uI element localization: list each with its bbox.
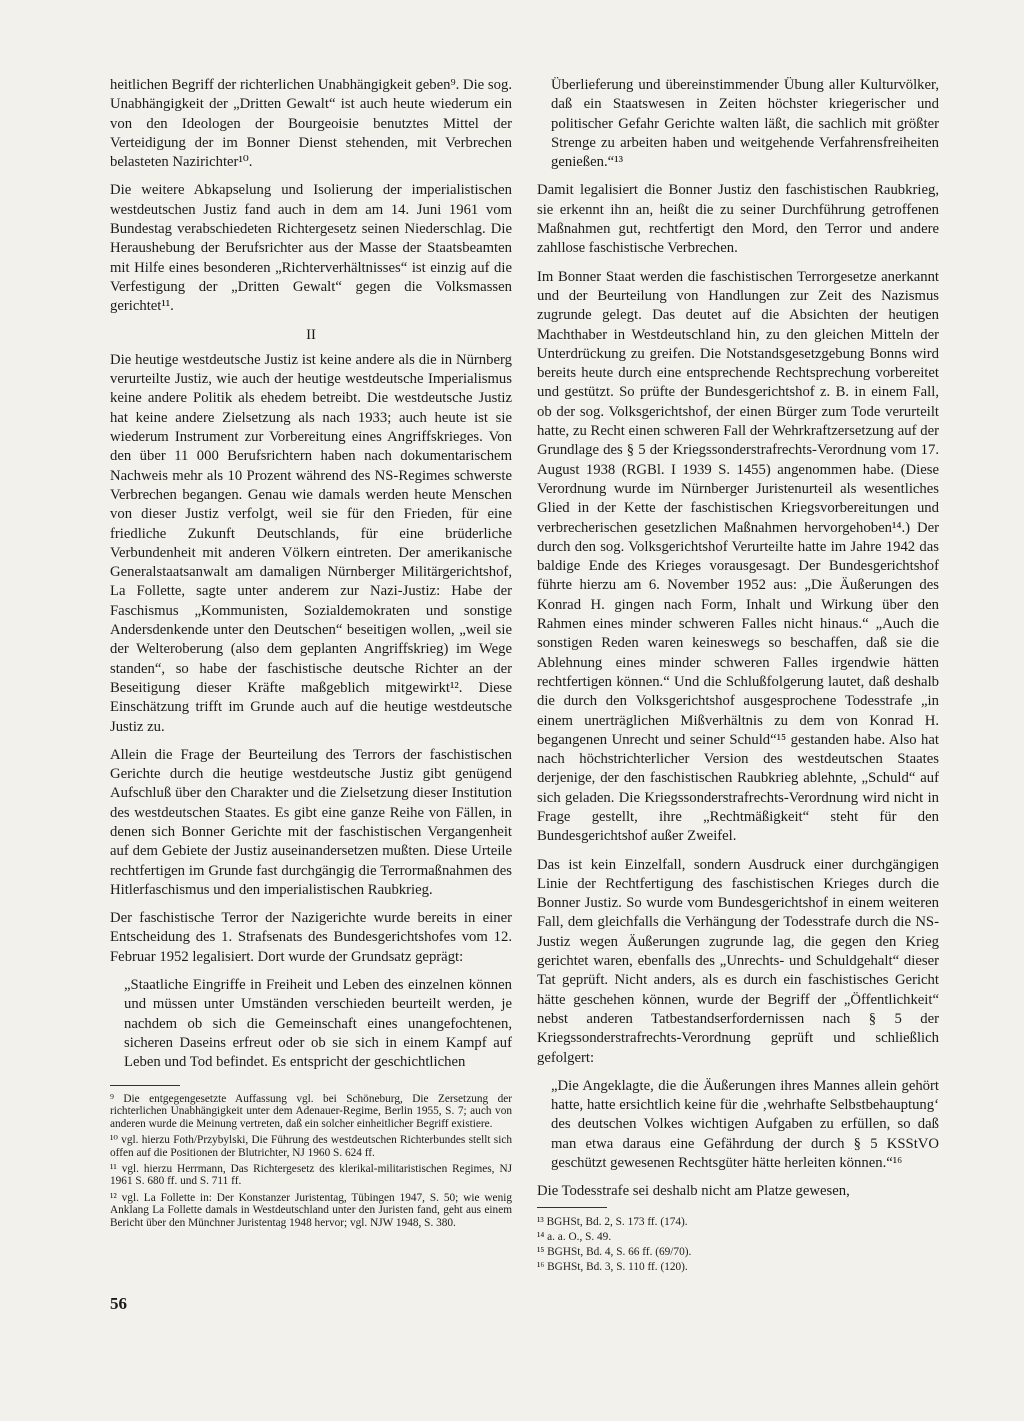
paragraph: Das ist kein Einzelfall, sondern Ausdruck einer durchgängigen Linie der Rechtfertigung des faschistischen Krieges durch die Bonner Justiz. So wurde vom Bundesgerichtshof in einem weiteren Fall, dem gleichfalls die Verhängung der Todesstrafe durch die NS-Justiz wegen Äußerungen zugrunde lag, die gegen den Krieg gerichtet waren, ebenfalls des „Unrechts- und Schuldgehalt“ dieser Tat geprüft. Nicht anders, als es durch ein faschistisches Gericht hätte geschehen können, wurde der Begriff der „Öffentlichkeit“ nebst anderen Tatbestandserfordernissen nach § 5 der Kriegssonderstrafrechts-Verordnung geprüft und schließlich gefolgert: — [537, 856, 939, 1066]
footnote-divider — [537, 1207, 607, 1208]
footnote: ¹³ BGHSt, Bd. 2, S. 173 ff. (174). — [537, 1216, 688, 1228]
paragraph: Die weitere Abkapselung und Isolierung der imperialistischen westdeutschen Justiz fand auch in dem am 14. Juni 1961 vom Bundestag verabschiedeten Richtergesetz seinen Niederschlag. Die Heraushebung der Berufsrichter aus der Masse der Staatsbeamten mit Hilfe eines besonderen „Richterverhältnisses“ ist einzig auf die Verfestigung der „Dritten Gewalt“ gegen die Volksmassen gerichtet¹¹. — [110, 182, 512, 315]
paragraph: Im Bonner Staat werden die faschistischen Terrorgesetze anerkannt und der Beurteilung von Handlungen zur Zeit des Nazismus zugrunde gelegt. Das deutet auf die Absichten der heutigen Machthaber in Westdeutschland hin, zu den gleichen Mitteln der Unterdrückung zu greifen. Die Notstandsgesetzgebung Bonns wird bereits heute durch eine entsprechende Rechtsprechung vorbereitet und gestützt. So prüfte der Bundesgerichtshof z. B. in einem Fall, ob der sog. Volksgerichtshof, der einen Bürger zum Tode verurteilt hatte, zu Recht einen schweren Fall der Wehrkraftzersetzung auf der Grundlage des § 5 der Kriegssonderstrafrechts-Verordnung vom 17. August 1938 (RGBl. I 1939 S. 1455) angenommen habe. (Diese Verordnung wurde im Nürnberger Juristenurteil als wesentliches Glied in der Kette der faschistischen Kriegsvorbereitungen und verbrecherischen gesetzlichen Maßnahmen hervorgehoben¹⁴.) Der durch den sog. Volksgerichtshof Verurteilte hatte im Jahre 1942 das baldige Ende des Krieges vorausgesagt. Der Bundesgerichtshof führte hierzu am 6. November 1952 aus: „Die Äußerungen des Konrad H. gingen nach Form, Inhalt und Wirkung über den Rahmen eines minder schweren Falles nicht hinaus.“ „Auch die sonstigen Reden waren keineswegs so beschaffen, daß sie die Ablehnung eines minder schweren Falles irgendwie hätten rechtfertigen können.“ Und die Schlußfolgerung lautet, daß deshalb die durch den Volksgerichtshof ausgesprochene Todesstrafe „in einem unerträglichen Mißverhältnis zu dem von Konrad H. begangenen Unrecht und seiner Schuld“¹⁵ gestanden habe. Also hat nach höchstrichterlicher Version des westdeutschen Staates derjenige, der den faschistischen Raubkrieg ablehnte, „Schuld“ auf sich geladen. Die Kriegssonderstrafrechts-Verordnung wird nicht in Frage gestellt, ihre „Rechtmäßigkeit“ steht für den Bundesgerichtshof außer Zweifel. — [537, 268, 939, 845]
block-quote: „Die Angeklagte, die die Äußerungen ihres Mannes allein gehört hatte, hatte ersichtlich keine für die ‚wehrhafte Selbstbehauptung‘ des deutschen Volkes wichtigen Aufgaben zu erfüllen, so daß man etwa daraus eine Gefährdung der durch § 5 KSStVO geschützt gewesenen Rechtsgüter hätte herleiten können.“¹⁶ — [551, 1077, 939, 1172]
paragraph: Der faschistische Terror der Nazigerichte wurde bereits in einer Entscheidung des 1. Strafsenats des Bundesgerichtshofes vom 12. Februar 1952 legalisiert. Dort wurde der Grundsatz geprägt: — [110, 910, 512, 965]
section-number: II — [306, 326, 316, 343]
footnote-divider — [110, 1085, 180, 1086]
footnote: ¹² vgl. La Follette in: Der Konstanzer Juristentag, Tübingen 1947, S. 50; wie wenig Anklang La Follette damals in Westdeutschland unter den Juristen fand, geht aus einem Bericht über den Münchner Juristentag 1948 hervor; vgl. NJW 1948, S. 380. — [110, 1191, 512, 1229]
footnote: ¹⁵ BGHSt, Bd. 4, S. 66 ff. (69/70). — [537, 1246, 692, 1258]
page-number: 56 — [110, 1294, 127, 1313]
paragraph: heitlichen Begriff der richterlichen Unabhängigkeit geben⁹. Die sog. Unabhängigkeit der „Dritten Gewalt“ ist auch heute wiederum ein von den Ideologen der Bourgeoisie benutztes Mittel der Verteidigung der im Bonner Dienst stehenden, mit Verbrechen belasteten Nazirichter¹⁰. — [110, 77, 512, 171]
paragraph: Damit legalisiert die Bonner Justiz den faschistischen Raubkrieg, sie erkennt ihn an, heißt die zu seiner Durchführung getroffenen Maßnahmen gut, rechtfertigt den Mord, den Terror und andere zahllose faschistische Verbrechen. — [537, 182, 939, 257]
footnote: ⁹ Die entgegengesetzte Auffassung vgl. bei Schöneburg, Die Zersetzung der richterlichen Unabhängigkeit unter dem Adenauer-Regime, Berlin 1955, S. 7; auch von anderen wurde die Meinung vertreten, daß ein solcher einheitlicher Begriff existiere. — [110, 1093, 512, 1130]
footnotes-left — [110, 1085, 512, 1233]
footnotes-right — [537, 1207, 939, 1275]
footnote: ¹⁶ BGHSt, Bd. 3, S. 110 ff. (120). — [537, 1261, 688, 1273]
footnote: ¹⁰ vgl. hierzu Foth/Przybylski, Die Führung des westdeutschen Richterbundes stellt sich offen auf die Positionen der Blutrichter, NJ 1960 S. 624 ff. — [110, 1134, 512, 1159]
block-quote: Überlieferung und übereinstimmender Übung aller Kulturvölker, daß ein Staatswesen in Zeiten höchster kriegerischer und politischer Gefahr Gerichte walten läßt, die sachlich mit größter Strenge zu arbeiten haben und weitgehende Verfahrensfreiheiten genießen.“¹³ — [551, 77, 939, 171]
paragraph: Allein die Frage der Beurteilung des Terrors der faschistischen Gerichte durch die heutige westdeutsche Justiz gibt genügend Aufschluß über den Charakter und die Zielsetzung dieser Institution des westdeutschen Staates. Es gibt eine ganze Reihe von Fällen, in denen sich Bonner Gerichte mit der faschistischen Vergangenheit auf dem Gebiete der Justiz auseinandersetzen mußten. Diese Urteile rechtfertigen im Grunde fast durchgängig die Terrormaßnahmen des Hitlerfaschismus und den imperialistischen Raubkrieg. — [110, 746, 512, 898]
paragraph: Die heutige westdeutsche Justiz ist keine andere als die in Nürnberg verurteilte Justiz, wie auch der heutige westdeutsche Imperialismus keine andere Politik als ehedem betreibt. Die westdeutsche Justiz hat keine andere Zielsetzung als nach 1933; auch heute ist sie wiederum Instrument zur Vorbereitung eines Angriffskrieges. Von den über 11 000 Berufsrichtern haben nach dokumentarischem Nachweis mehr als 10 Prozent während des NS-Regimes schwerste Verbrechen begangen. Genau wie damals werden heute Menschen von dieser Justiz verfolgt, weil sie für den Frieden, für eine friedliche Zukunft Deutschlands, für eine brüderliche Verbundenheit mit anderen Völkern eintreten. Der amerikanische Generalstaatsanwalt am damaligen Nürnberger Militärgerichtshof, La Follette, sagte unter anderem zur Nazi-Justiz: Habe der Faschismus „Kommunisten, Sozialdemokraten und sonstige Andersdenkende unter den Deutschen“ beseitigen wollen, „weil sie der Welteroberung (also dem geplanten Angriffskrieg) im Wege standen“, so habe der faschistische deutsche Richter an der Beseitigung dieser Kräfte maßgeblich mitgewirkt¹². Diese Einschätzung trifft im Grunde auch auf die heutige westdeutsche Justiz zu. — [110, 351, 512, 735]
left-column — [110, 76, 512, 1082]
paragraph: Die Todesstrafe sei deshalb nicht am Platze gewesen, — [537, 1183, 850, 1200]
footnote: ¹¹ vgl. hierzu Herrmann, Das Richtergesetz des klerikal-militaristischen Regimes, NJ 1961 S. 680 ff. und S. 711 ff. — [110, 1163, 512, 1188]
block-quote: „Staatliche Eingriffe in Freiheit und Leben des einzelnen können und müssen unter Umständen verschieden beurteilt werden, je nachdem ob sich die Gemeinschaft eines unangefochtenen, sicheren Daseins erfreut oder ob sie sich in einem Kampf auf Leben und Tod befindet. Es entspricht der geschichtlichen — [124, 977, 512, 1071]
right-column — [537, 76, 939, 1211]
footnote: ¹⁴ a. a. O., S. 49. — [537, 1231, 612, 1243]
